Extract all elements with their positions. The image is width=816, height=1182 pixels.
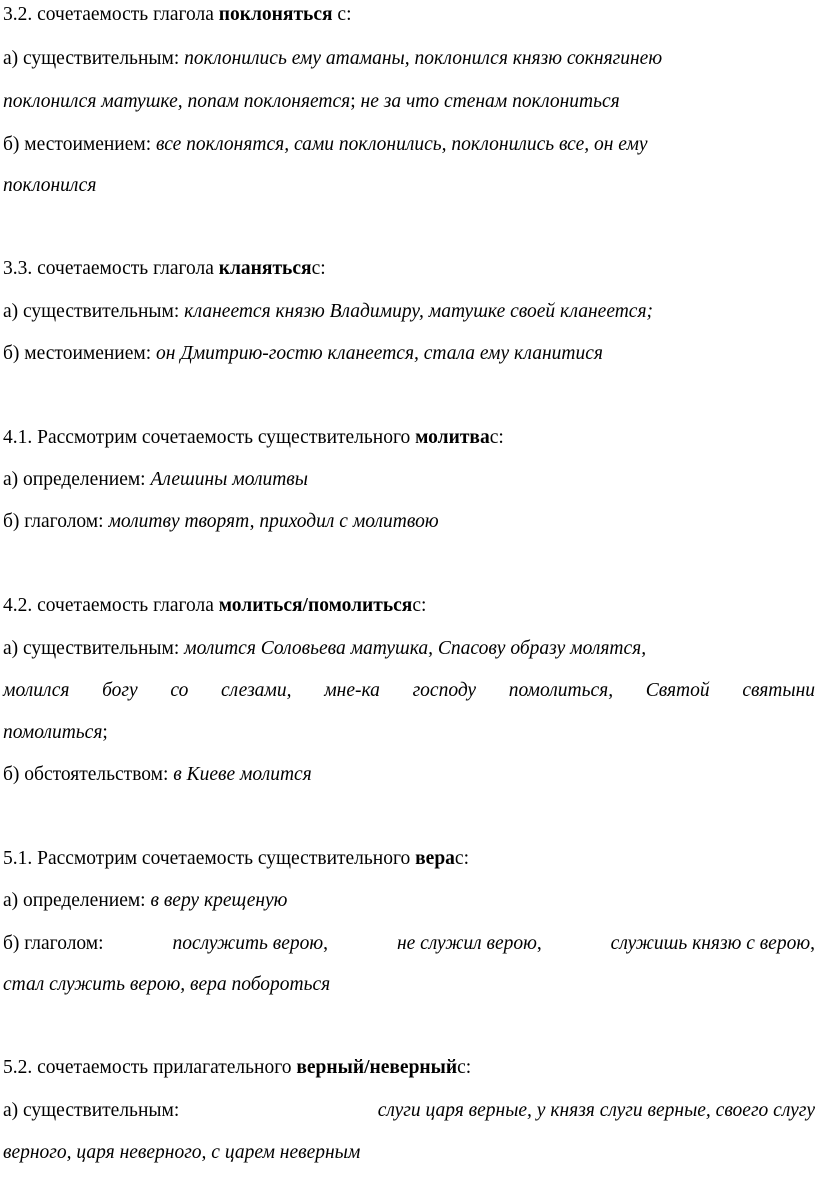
example-text: все поклонятся, сами поклонились, поклонились все, он ему (156, 134, 648, 155)
example-text: служишь князю с верою (610, 933, 811, 954)
example-text: поклонились ему атаманы, поклонился князю сокнягинею (184, 48, 663, 69)
example-text: в Киеве молится (173, 764, 312, 785)
keyword: кланяться (218, 258, 312, 279)
section-3-3-item-a: а) существительным: кланеется князю Владимиру, матушке своей кланеется; (3, 301, 654, 322)
example-text: поклонился матушке, попам поклоняется (3, 91, 351, 112)
section-5-1-item-a: а) определением: в веру крещеную (3, 890, 288, 911)
section-3-2-item-b-cont (3, 172, 96, 200)
section-4-2-item-b: б) обстоятельством: в Киеве молится (3, 764, 312, 785)
keyword: вера (415, 848, 455, 869)
section-4-1-item-b: б) глаголом: молитву творят, приходил с молитвою (3, 511, 439, 532)
section-3-3-heading: 3.3. сочетаемость глагола кланятьсяс: (3, 258, 326, 279)
keyword: поклоняться (218, 4, 333, 25)
section-4-2-item-a: а) существительным: молится Соловьева матушка, Спасову образу молятся, (3, 638, 647, 659)
example-text: Алешины молитвы (150, 469, 308, 490)
section-4-2-item-a-cont (3, 677, 815, 705)
example-text: верного, царя неверного, с царем неверным (3, 1142, 361, 1163)
example-text: стал служить верою, вера побороться (3, 974, 331, 995)
example-text: поклонился (3, 175, 97, 196)
example-text: молитву творят, приходил с молитвою (108, 511, 439, 532)
section-4-1-heading: 4.1. Рассмотрим сочетаемость существительного молитвас: (3, 427, 504, 448)
section-4-2-heading: 4.2. сочетаемость глагола молиться/помолитьсяс: (3, 595, 427, 616)
keyword: молиться/помолиться (218, 595, 413, 616)
example-text: не служил верою (396, 933, 537, 954)
section-3-3-item-b: б) местоимением: он Дмитрию-гостю кланеется, стала ему кланитися (3, 343, 603, 364)
example-text: слуги царя верные, у князя слуги верные, своего слугу (377, 1100, 815, 1121)
section-3-2-item-a: а) существительным: поклонились ему атаманы, поклонился князю сокнягинею (3, 48, 663, 69)
example-text: кланеется князю Владимиру, матушке своей кланеется; (184, 301, 654, 322)
example-text: в веру крещеную (150, 890, 288, 911)
example-text: молится Соловьева матушка, Спасову образу молятся, (184, 638, 647, 659)
section-5-1-item-b: б) глаголом: послужить верою, не служил верою, служишь князю с верою, (3, 933, 815, 954)
section-5-1-heading: 5.1. Рассмотрим сочетаемость существительного верас: (3, 848, 469, 869)
section-5-2-item-a: а) существительным: слуги царя верные, у князя слуги верные, своего слугу (3, 1097, 815, 1125)
section-4-1-item-a: а) определением: Алешины молитвы (3, 469, 308, 490)
keyword: верный/неверный (296, 1057, 458, 1078)
section-5-1-item-b-cont (3, 971, 330, 999)
section-3-2-item-b: б) местоимением: все поклонятся, сами поклонились, поклонились все, он ему (3, 134, 648, 155)
example-text: молился богу со слезами, мне-ка господу помолиться, Святой святыни (3, 680, 815, 701)
keyword: молитва (415, 427, 490, 448)
example-text: не за что стенам поклониться (360, 91, 620, 112)
section-5-2-heading: 5.2. сочетаемость прилагательного верный/неверныйс: (3, 1057, 472, 1078)
section-3-2-item-a-cont: поклонился матушке, попам поклоняется; не за что стенам поклониться (3, 91, 620, 112)
example-text: помолиться (3, 722, 103, 743)
section-4-2-item-a-end: помолиться; (3, 722, 108, 743)
section-3-2-heading: 3.2. сочетаемость глагола поклоняться с: (3, 4, 352, 25)
example-text: он Дмитрию-гостю кланеется, стала ему кланитися (156, 343, 603, 364)
example-text: послужить верою (172, 933, 324, 954)
section-5-2-item-a-cont (3, 1139, 360, 1167)
